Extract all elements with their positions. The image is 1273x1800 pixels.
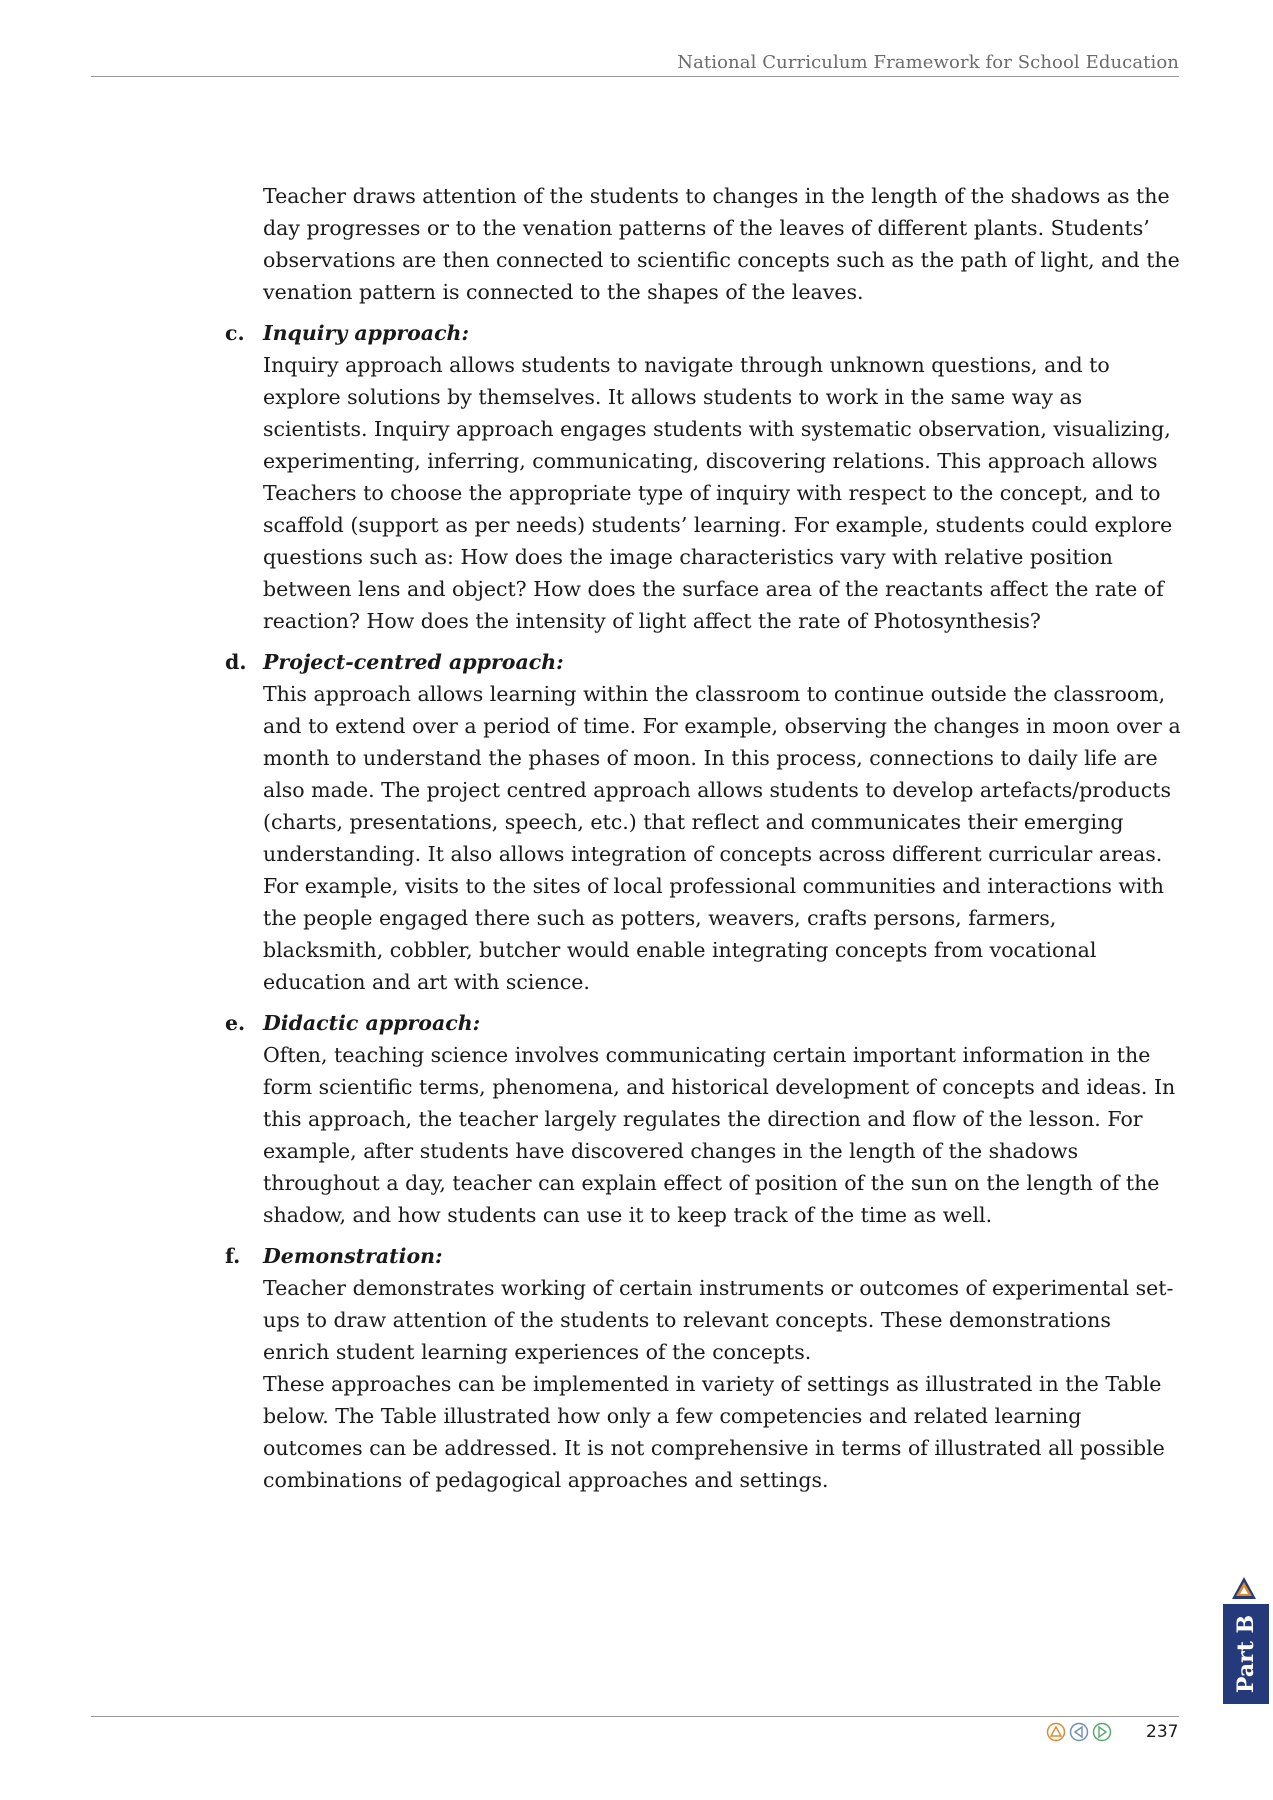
- list-item-letter: f.: [225, 1244, 241, 1268]
- list-item-heading: Project-centred approach:: [263, 650, 564, 674]
- header-divider: [91, 76, 1179, 77]
- list-item-demonstration: [225, 1240, 1183, 1496]
- intro-paragraph: Teacher draws attention of the students to changes in the length of the shadows as the day progresses or to the venation patterns of the leaves of different plants. Students’ observations are then connected to scientific concepts such as the path of light, and the venation pattern is connected to the shapes of the leaves.: [263, 184, 1180, 304]
- ncf-logo-icon: [1231, 1576, 1257, 1600]
- next-page-icon[interactable]: [1092, 1722, 1112, 1742]
- list-item-paragraph: Teacher demonstrates working of certain instruments or outcomes of experimental set-ups to draw attention of the students to relevant concepts. These demonstrations enrich student learning experiences of the concepts.: [263, 1276, 1174, 1364]
- list-item-inquiry-approach: [225, 317, 1183, 637]
- previous-page-icon[interactable]: [1069, 1722, 1089, 1742]
- list-item-letter: c.: [225, 321, 245, 345]
- list-item-heading: Didactic approach:: [263, 1011, 481, 1035]
- list-item-paragraph: This approach allows learning within the classroom to continue outside the classroom, and to extend over a period of time. For example, observing the changes in moon over a month to understand the phases of moon. In this process, connections to daily life are also made. The project centred approach allows students to develop artefacts/products (charts, presentations, speech, etc.) that reflect and communicates their emerging understanding. It also allows integration of concepts across different curricular areas. For example, visits to the sites of local professional communities and interactions with the people engaged there such as potters, weavers, crafts persons, farmers, blacksmith, cobbler, butcher would enable integrating concepts from vocational education and art with science.: [263, 682, 1181, 994]
- list-item-letter: e.: [225, 1011, 246, 1035]
- list-item-body: [263, 1039, 1183, 1231]
- list-item-letter: d.: [225, 650, 247, 674]
- page-number: 237: [1146, 1722, 1179, 1742]
- list-item-paragraph: These approaches can be implemented in variety of settings as illustrated in the Table below. The Table illustrated how only a few competencies and related learning outcomes can be addressed. It is not comprehensive in terms of illustrated all possible combinations of pedagogical approaches and settings.: [263, 1372, 1165, 1492]
- header-title: National Curriculum Framework for School Education: [677, 52, 1179, 73]
- list-item-heading: Demonstration:: [263, 1244, 443, 1268]
- list-item-paragraph: Inquiry approach allows students to navigate through unknown questions, and to explore solutions by themselves. It allows students to work in the same way as scientists. Inquiry approach engages students with systematic observation, visualizing, experimenting, inferring, communicating, discovering relations. This approach allows Teachers to choose the appropriate type of inquiry with respect to the concept, and to scaffold (support as per needs) students’ learning. For example, students could explore questions such as: How does the image characteristics vary with relative position between lens and object? How does the surface area of the reactants affect the rate of reaction? How does the intensity of light affect the rate of Photosynthesis?: [263, 353, 1173, 633]
- list-item-body: [263, 678, 1183, 998]
- list-item-heading: Inquiry approach:: [263, 321, 470, 345]
- part-b-label: Part B: [1233, 1614, 1259, 1694]
- list-item-body: [263, 1272, 1183, 1496]
- list-item-didactic-approach: [225, 1007, 1183, 1231]
- home-icon[interactable]: [1046, 1722, 1066, 1742]
- list-item-paragraph: Often, teaching science involves communicating certain important information in the form scientific terms, phenomena, and historical development of concepts and ideas. In this approach, the teacher largely regulates the direction and flow of the lesson. For example, after students have discovered changes in the length of the shadows throughout a day, teacher can explain effect of position of the sun on the length of the shadow, and how students can use it to keep track of the time as well.: [263, 1043, 1176, 1227]
- list-item-body: [263, 349, 1183, 637]
- list-item-project-centred-approach: [225, 646, 1183, 998]
- part-b-tab: [1223, 1604, 1269, 1704]
- footer-divider: [91, 1716, 1179, 1717]
- footer-navigation: [1046, 1722, 1112, 1742]
- page-content: [225, 180, 1183, 1496]
